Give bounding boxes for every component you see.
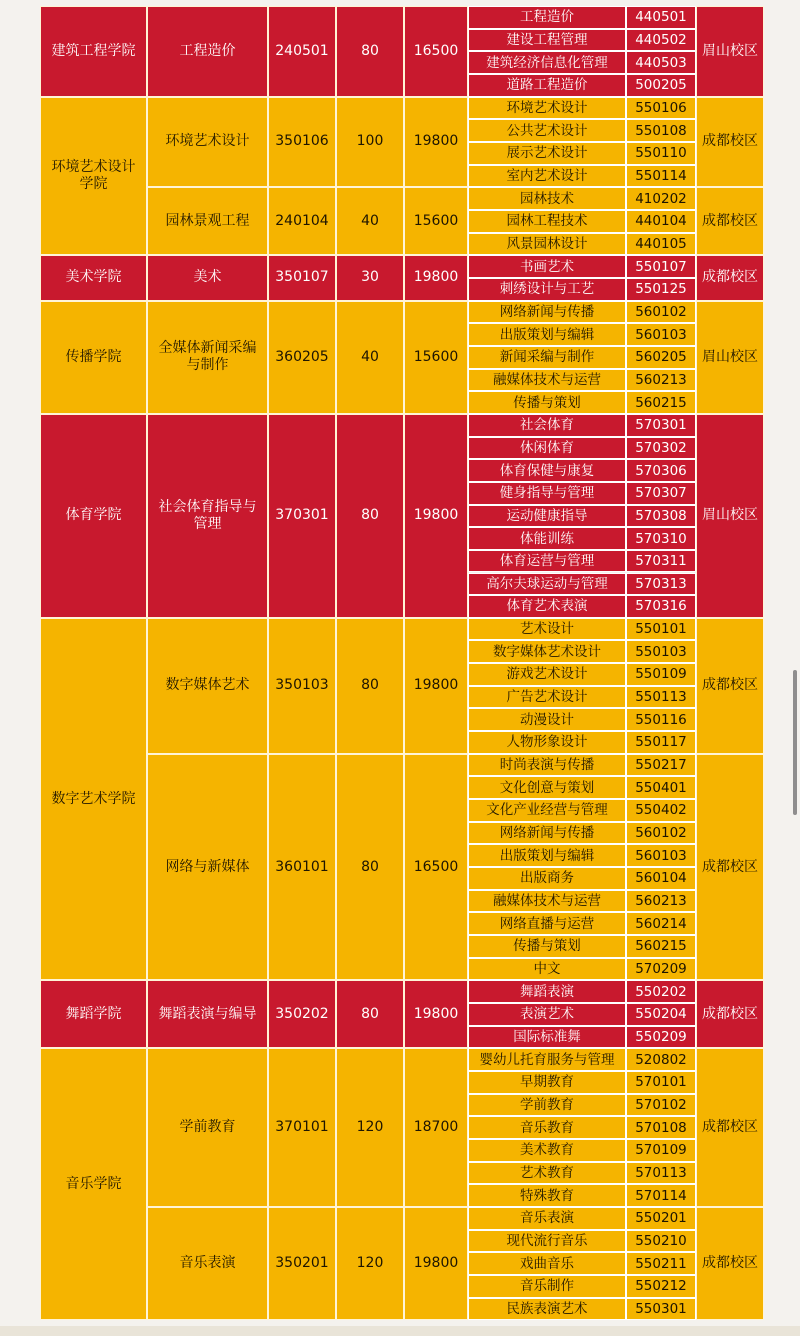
sub-major-name-cell: 体育运营与管理 xyxy=(468,550,626,573)
campus-cell: 成都校区 xyxy=(696,97,764,188)
major-name-cell: 网络与新媒体 xyxy=(147,754,268,981)
sub-major-name-cell: 建设工程管理 xyxy=(468,29,626,52)
sub-major-code-cell: 550125 xyxy=(626,278,696,301)
sub-major-code-cell: 440502 xyxy=(626,29,696,52)
campus-cell: 成都校区 xyxy=(696,754,764,981)
sub-major-code-cell: 550401 xyxy=(626,776,696,799)
sub-major-name-cell: 舞蹈表演 xyxy=(468,980,626,1003)
sub-major-code-cell: 570311 xyxy=(626,550,696,573)
sub-major-code-cell: 560215 xyxy=(626,935,696,958)
tuition-fee-cell: 16500 xyxy=(404,754,468,981)
tuition-fee-cell: 19800 xyxy=(404,618,468,754)
sub-major-code-cell: 440501 xyxy=(626,6,696,29)
campus-cell: 成都校区 xyxy=(696,187,764,255)
sub-major-code-cell: 550101 xyxy=(626,618,696,641)
campus-cell: 眉山校区 xyxy=(696,301,764,414)
sub-major-name-cell: 时尚表演与传播 xyxy=(468,754,626,777)
sub-major-name-cell: 出版策划与编辑 xyxy=(468,323,626,346)
sub-major-name-cell: 网络直播与运营 xyxy=(468,912,626,935)
major-code-cell: 360205 xyxy=(268,301,336,414)
major-code-cell: 370301 xyxy=(268,414,336,618)
sub-major-code-cell: 560213 xyxy=(626,890,696,913)
enrollment-plan-cell: 120 xyxy=(336,1207,404,1320)
sub-major-name-cell: 网络新闻与传播 xyxy=(468,822,626,845)
sub-major-code-cell: 570308 xyxy=(626,505,696,528)
enrollment-plan-cell: 80 xyxy=(336,414,404,618)
sub-major-code-cell: 570209 xyxy=(626,958,696,981)
tuition-fee-cell: 19800 xyxy=(404,414,468,618)
enrollment-plan-cell: 40 xyxy=(336,187,404,255)
sub-major-code-cell: 440104 xyxy=(626,210,696,233)
campus-cell: 成都校区 xyxy=(696,618,764,754)
sub-major-code-cell: 560102 xyxy=(626,301,696,324)
sub-major-name-cell: 展示艺术设计 xyxy=(468,142,626,165)
sub-major-name-cell: 新闻采编与制作 xyxy=(468,346,626,369)
sub-major-name-cell: 道路工程造价 xyxy=(468,74,626,97)
sub-major-name-cell: 数字媒体艺术设计 xyxy=(468,640,626,663)
sub-major-name-cell: 室内艺术设计 xyxy=(468,165,626,188)
sub-major-code-cell: 560205 xyxy=(626,346,696,369)
sub-major-code-cell: 550109 xyxy=(626,663,696,686)
sub-major-name-cell: 风景园林设计 xyxy=(468,233,626,256)
tuition-fee-cell: 18700 xyxy=(404,1048,468,1207)
sub-major-name-cell: 网络新闻与传播 xyxy=(468,301,626,324)
sub-major-code-cell: 550217 xyxy=(626,754,696,777)
sub-major-code-cell: 550201 xyxy=(626,1207,696,1230)
sub-major-code-cell: 550116 xyxy=(626,708,696,731)
sub-major-name-cell: 融媒体技术与运营 xyxy=(468,369,626,392)
sub-major-name-cell: 园林技术 xyxy=(468,187,626,210)
sub-major-name-cell: 刺绣设计与工艺 xyxy=(468,278,626,301)
sub-major-code-cell: 570109 xyxy=(626,1139,696,1162)
sub-major-name-cell: 运动健康指导 xyxy=(468,505,626,528)
sub-major-code-cell: 550204 xyxy=(626,1003,696,1026)
tuition-fee-cell: 19800 xyxy=(404,97,468,188)
enrollment-plan-cell: 80 xyxy=(336,6,404,97)
sub-major-name-cell: 园林工程技术 xyxy=(468,210,626,233)
sub-major-code-cell: 550107 xyxy=(626,255,696,278)
sub-major-code-cell: 550103 xyxy=(626,640,696,663)
sub-major-code-cell: 550210 xyxy=(626,1230,696,1253)
sub-major-name-cell: 健身指导与管理 xyxy=(468,482,626,505)
sub-major-name-cell: 休闲体育 xyxy=(468,437,626,460)
sub-major-name-cell: 艺术教育 xyxy=(468,1162,626,1185)
sub-major-name-cell: 国际标准舞 xyxy=(468,1026,626,1049)
sub-major-name-cell: 公共艺术设计 xyxy=(468,119,626,142)
sub-major-code-cell: 570306 xyxy=(626,459,696,482)
sub-major-name-cell: 早期教育 xyxy=(468,1071,626,1094)
sub-major-code-cell: 500205 xyxy=(626,74,696,97)
major-name-cell: 园林景观工程 xyxy=(147,187,268,255)
tuition-fee-cell: 16500 xyxy=(404,6,468,97)
sub-major-code-cell: 560213 xyxy=(626,369,696,392)
major-code-cell: 360101 xyxy=(268,754,336,981)
campus-cell: 眉山校区 xyxy=(696,6,764,97)
college-cell: 环境艺术设计学院 xyxy=(40,97,147,256)
sub-major-name-cell: 婴幼儿托育服务与管理 xyxy=(468,1048,626,1071)
enrollment-plan-cell: 40 xyxy=(336,301,404,414)
major-code-cell: 240104 xyxy=(268,187,336,255)
sub-major-code-cell: 570316 xyxy=(626,595,696,618)
sub-major-name-cell: 表演艺术 xyxy=(468,1003,626,1026)
major-name-cell: 数字媒体艺术 xyxy=(147,618,268,754)
sub-major-code-cell: 570114 xyxy=(626,1184,696,1207)
major-name-cell: 环境艺术设计 xyxy=(147,97,268,188)
major-code-cell: 350201 xyxy=(268,1207,336,1320)
scrollbar-thumb[interactable] xyxy=(793,670,797,815)
sub-major-code-cell: 560104 xyxy=(626,867,696,890)
sub-major-name-cell: 现代流行音乐 xyxy=(468,1230,626,1253)
enrollment-plan-cell: 100 xyxy=(336,97,404,188)
bottom-edge-strip xyxy=(0,1326,800,1336)
sub-major-code-cell: 550202 xyxy=(626,980,696,1003)
college-cell: 建筑工程学院 xyxy=(40,6,147,97)
college-cell: 舞蹈学院 xyxy=(40,980,147,1048)
campus-cell: 成都校区 xyxy=(696,255,764,300)
major-name-cell: 舞蹈表演与编导 xyxy=(147,980,268,1048)
college-cell: 美术学院 xyxy=(40,255,147,300)
sub-major-name-cell: 美术教育 xyxy=(468,1139,626,1162)
sub-major-name-cell: 体育艺术表演 xyxy=(468,595,626,618)
sub-major-code-cell: 570301 xyxy=(626,414,696,437)
sub-major-code-cell: 550212 xyxy=(626,1275,696,1298)
sub-major-name-cell: 建筑经济信息化管理 xyxy=(468,51,626,74)
sub-major-name-cell: 艺术设计 xyxy=(468,618,626,641)
campus-cell: 成都校区 xyxy=(696,980,764,1048)
sub-major-name-cell: 融媒体技术与运营 xyxy=(468,890,626,913)
major-code-cell: 370101 xyxy=(268,1048,336,1207)
sub-major-code-cell: 550402 xyxy=(626,799,696,822)
tuition-fee-cell: 19800 xyxy=(404,255,468,300)
sub-major-code-cell: 560103 xyxy=(626,323,696,346)
sub-major-code-cell: 560215 xyxy=(626,391,696,414)
sub-major-name-cell: 传播与策划 xyxy=(468,391,626,414)
major-code-cell: 350107 xyxy=(268,255,336,300)
sub-major-name-cell: 体能训练 xyxy=(468,527,626,550)
sub-major-name-cell: 音乐教育 xyxy=(468,1116,626,1139)
major-name-cell: 音乐表演 xyxy=(147,1207,268,1320)
sub-major-code-cell: 550301 xyxy=(626,1298,696,1321)
sub-major-code-cell: 550113 xyxy=(626,686,696,709)
sub-major-name-cell: 社会体育 xyxy=(468,414,626,437)
sub-major-code-cell: 440503 xyxy=(626,51,696,74)
college-cell: 音乐学院 xyxy=(40,1048,147,1320)
major-name-cell: 工程造价 xyxy=(147,6,268,97)
sub-major-code-cell: 550211 xyxy=(626,1252,696,1275)
sub-major-name-cell: 传播与策划 xyxy=(468,935,626,958)
enrollment-plan-cell: 80 xyxy=(336,754,404,981)
campus-cell: 成都校区 xyxy=(696,1048,764,1207)
sub-major-name-cell: 游戏艺术设计 xyxy=(468,663,626,686)
sub-major-name-cell: 民族表演艺术 xyxy=(468,1298,626,1321)
sub-major-code-cell: 570307 xyxy=(626,482,696,505)
sub-major-name-cell: 广告艺术设计 xyxy=(468,686,626,709)
sub-major-code-cell: 570310 xyxy=(626,527,696,550)
major-name-cell: 全媒体新闻采编与制作 xyxy=(147,301,268,414)
major-name-cell: 社会体育指导与管理 xyxy=(147,414,268,618)
sub-major-code-cell: 550114 xyxy=(626,165,696,188)
sub-major-code-cell: 570313 xyxy=(626,573,696,596)
sub-major-name-cell: 文化产业经营与管理 xyxy=(468,799,626,822)
sub-major-code-cell: 570101 xyxy=(626,1071,696,1094)
college-cell: 传播学院 xyxy=(40,301,147,414)
campus-cell: 成都校区 xyxy=(696,1207,764,1320)
sub-major-name-cell: 体育保健与康复 xyxy=(468,459,626,482)
sub-major-name-cell: 中文 xyxy=(468,958,626,981)
tuition-fee-cell: 19800 xyxy=(404,1207,468,1320)
sub-major-name-cell: 音乐表演 xyxy=(468,1207,626,1230)
sub-major-code-cell: 570302 xyxy=(626,437,696,460)
sub-major-name-cell: 音乐制作 xyxy=(468,1275,626,1298)
campus-cell: 眉山校区 xyxy=(696,414,764,618)
sub-major-code-cell: 550106 xyxy=(626,97,696,120)
college-cell: 数字艺术学院 xyxy=(40,618,147,981)
major-code-cell: 350202 xyxy=(268,980,336,1048)
sub-major-code-cell: 560103 xyxy=(626,844,696,867)
major-code-cell: 350106 xyxy=(268,97,336,188)
sub-major-code-cell: 550108 xyxy=(626,119,696,142)
sub-major-name-cell: 文化创意与策划 xyxy=(468,776,626,799)
sub-major-name-cell: 书画艺术 xyxy=(468,255,626,278)
tuition-fee-cell: 15600 xyxy=(404,187,468,255)
sub-major-name-cell: 学前教育 xyxy=(468,1094,626,1117)
enrollment-plan-cell: 80 xyxy=(336,980,404,1048)
college-cell: 体育学院 xyxy=(40,414,147,618)
enrollment-plan-cell: 30 xyxy=(336,255,404,300)
sub-major-name-cell: 特殊教育 xyxy=(468,1184,626,1207)
major-name-cell: 学前教育 xyxy=(147,1048,268,1207)
major-code-cell: 240501 xyxy=(268,6,336,97)
sub-major-name-cell: 高尔夫球运动与管理 xyxy=(468,573,626,596)
sub-major-code-cell: 570108 xyxy=(626,1116,696,1139)
sub-major-name-cell: 戏曲音乐 xyxy=(468,1252,626,1275)
sub-major-code-cell: 520802 xyxy=(626,1048,696,1071)
sub-major-name-cell: 出版商务 xyxy=(468,867,626,890)
sub-major-code-cell: 410202 xyxy=(626,187,696,210)
sub-major-code-cell: 560102 xyxy=(626,822,696,845)
major-code-cell: 350103 xyxy=(268,618,336,754)
sub-major-code-cell: 550117 xyxy=(626,731,696,754)
major-name-cell: 美术 xyxy=(147,255,268,300)
enrollment-plan-cell: 80 xyxy=(336,618,404,754)
tuition-fee-cell: 15600 xyxy=(404,301,468,414)
sub-major-code-cell: 560214 xyxy=(626,912,696,935)
enrollment-plan-cell: 120 xyxy=(336,1048,404,1207)
sub-major-name-cell: 动漫设计 xyxy=(468,708,626,731)
sub-major-code-cell: 570113 xyxy=(626,1162,696,1185)
sub-major-code-cell: 550209 xyxy=(626,1026,696,1049)
tuition-fee-cell: 19800 xyxy=(404,980,468,1048)
sub-major-code-cell: 570102 xyxy=(626,1094,696,1117)
sub-major-name-cell: 工程造价 xyxy=(468,6,626,29)
sub-major-name-cell: 出版策划与编辑 xyxy=(468,844,626,867)
sub-major-code-cell: 550110 xyxy=(626,142,696,165)
sub-major-name-cell: 环境艺术设计 xyxy=(468,97,626,120)
sub-major-name-cell: 人物形象设计 xyxy=(468,731,626,754)
sub-major-code-cell: 440105 xyxy=(626,233,696,256)
